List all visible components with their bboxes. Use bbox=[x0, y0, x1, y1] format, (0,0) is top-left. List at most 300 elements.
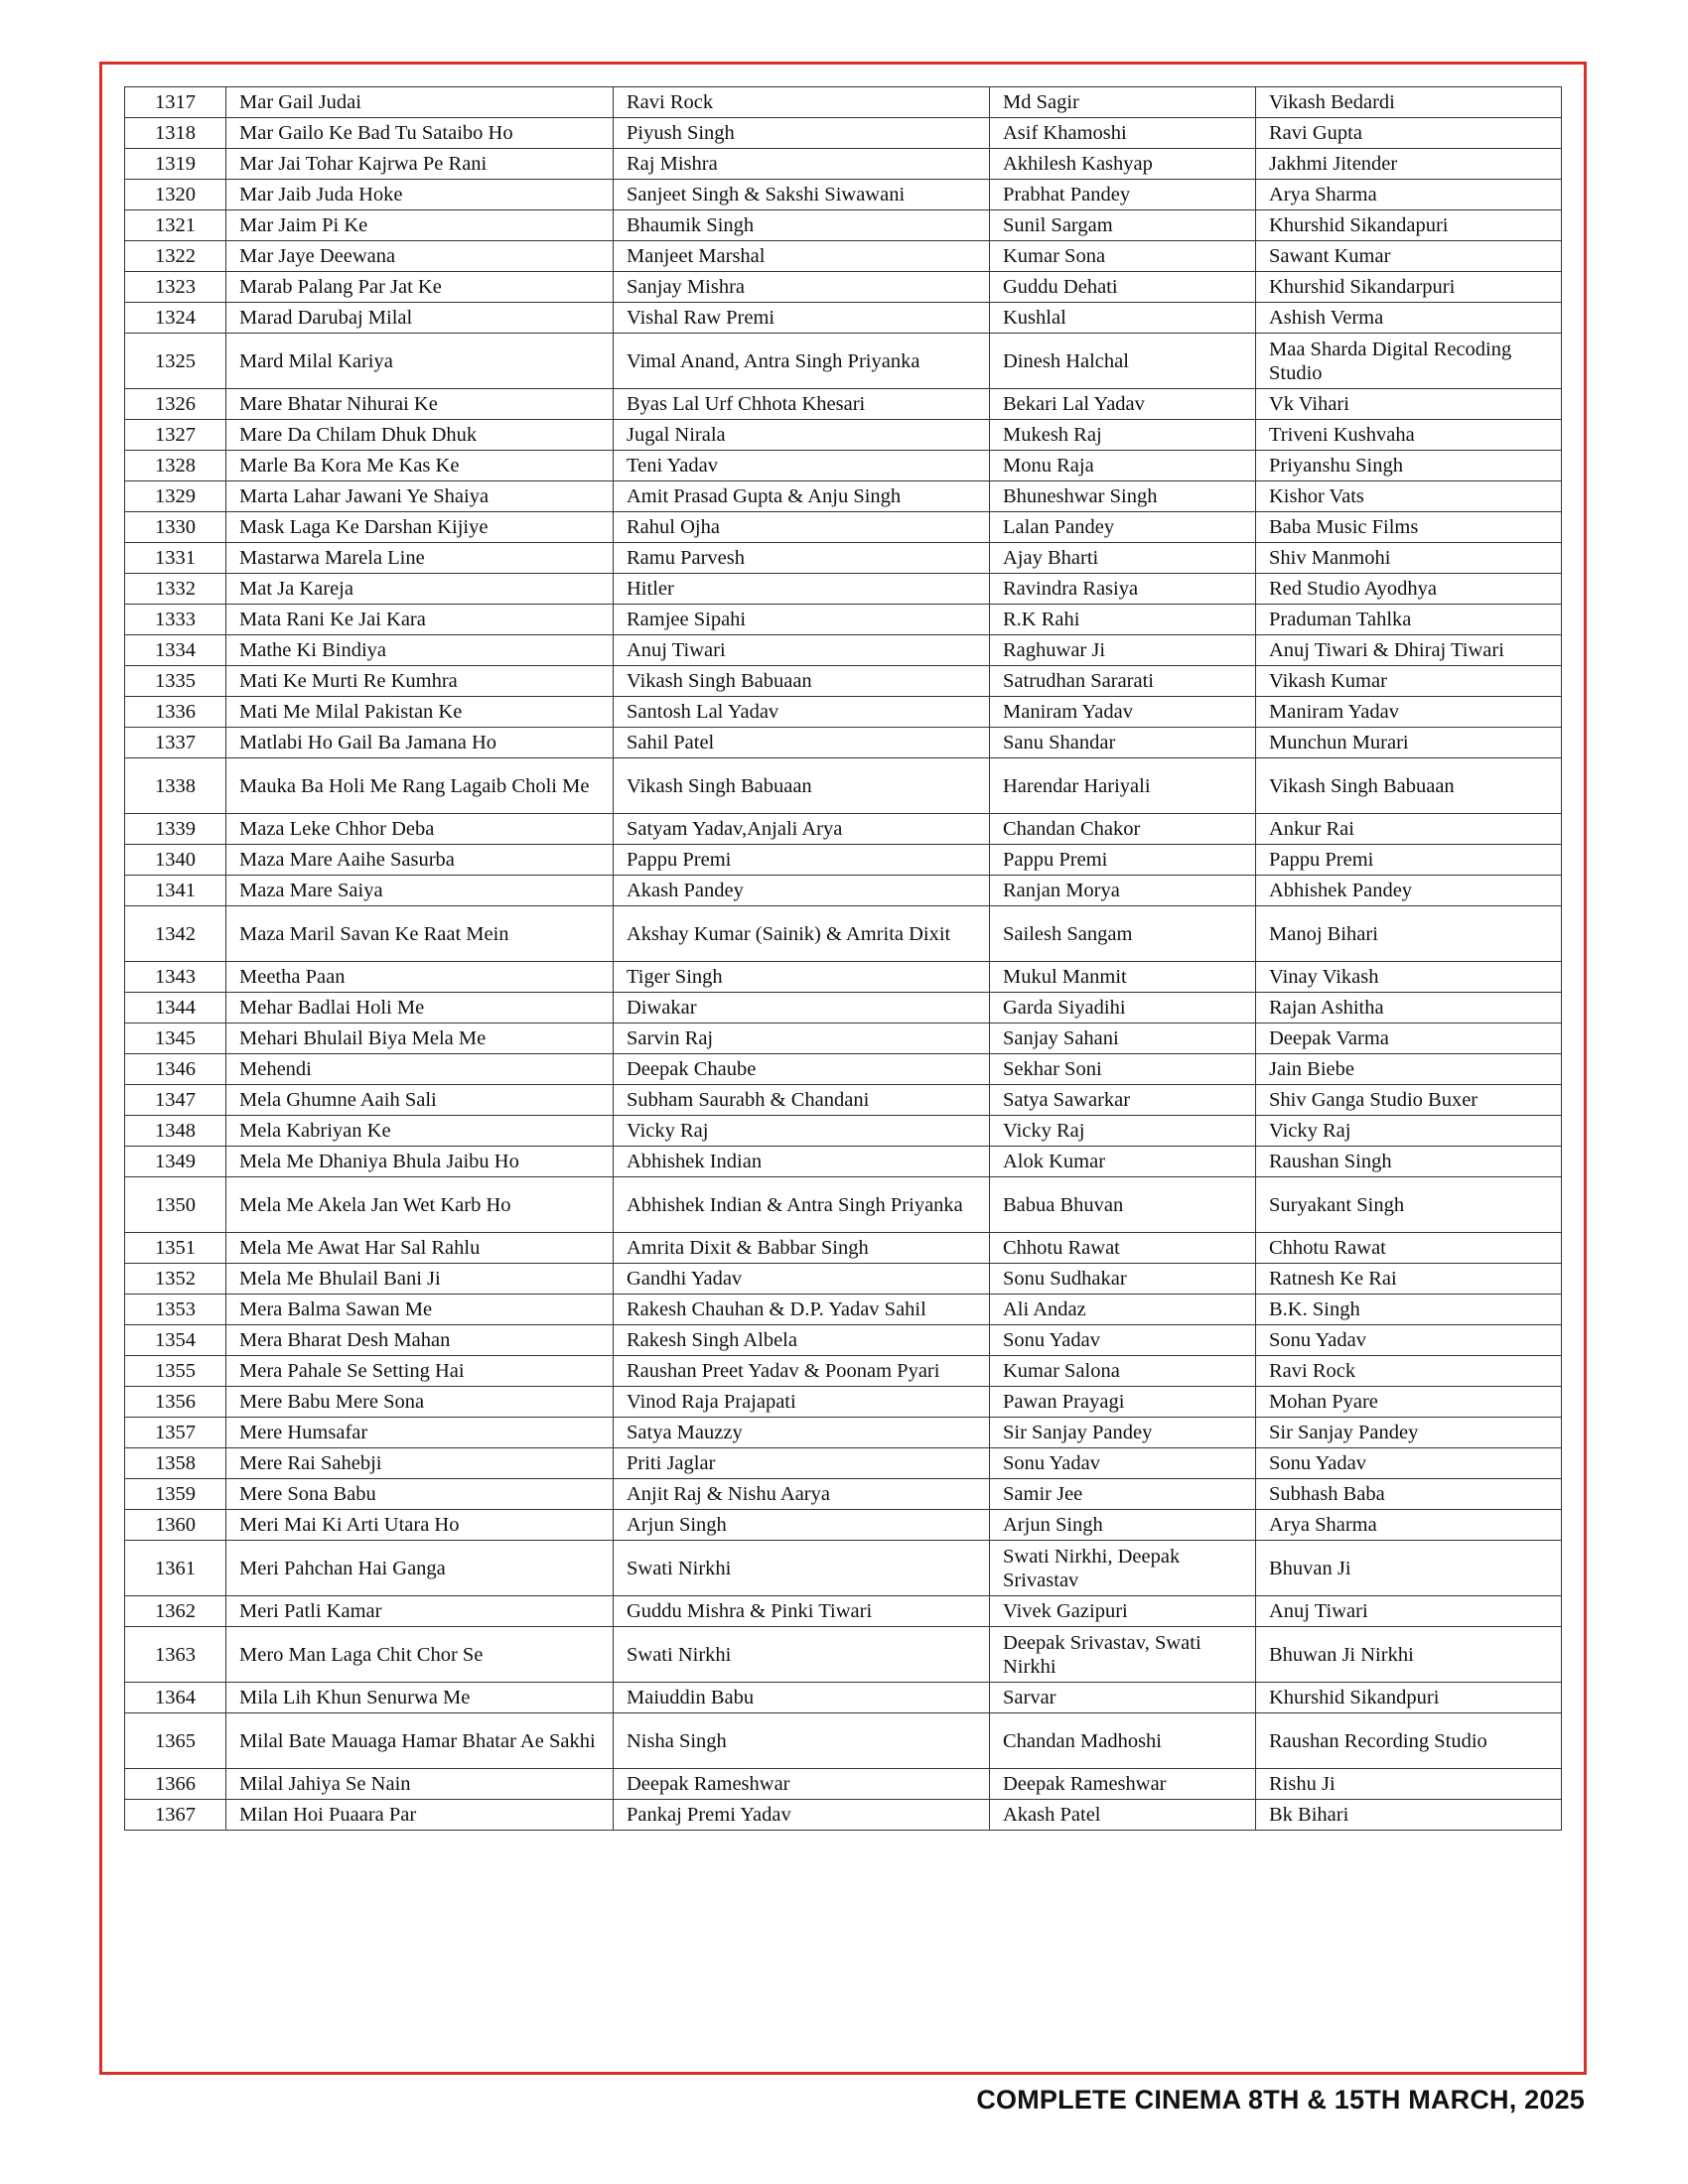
song-title-cell: Marad Darubaj Milal bbox=[226, 303, 614, 334]
table-row bbox=[125, 906, 1562, 962]
lyricist-cell: Ravindra Rasiya bbox=[990, 574, 1256, 605]
table-row bbox=[125, 1418, 1562, 1448]
lyricist-cell: Satrudhan Sararati bbox=[990, 666, 1256, 697]
serial-number-cell: 1340 bbox=[125, 845, 226, 876]
table-row bbox=[125, 1683, 1562, 1713]
singer-cell: Amit Prasad Gupta & Anju Singh bbox=[614, 481, 990, 512]
song-title-cell: Mar Gailo Ke Bad Tu Sataibo Ho bbox=[226, 118, 614, 149]
singer-cell: Akash Pandey bbox=[614, 876, 990, 906]
singer-cell: Sanjeet Singh & Sakshi Siwawani bbox=[614, 180, 990, 210]
music-cell: Vicky Raj bbox=[1256, 1116, 1562, 1147]
serial-number-cell: 1360 bbox=[125, 1510, 226, 1541]
music-cell: Vinay Vikash bbox=[1256, 962, 1562, 993]
music-cell: Ankur Rai bbox=[1256, 814, 1562, 845]
song-title-cell: Mela Me Akela Jan Wet Karb Ho bbox=[226, 1177, 614, 1233]
song-title-cell: Mar Jaim Pi Ke bbox=[226, 210, 614, 241]
table-row bbox=[125, 574, 1562, 605]
song-title-cell: Mero Man Laga Chit Chor Se bbox=[226, 1627, 614, 1683]
music-cell: Munchun Murari bbox=[1256, 728, 1562, 758]
serial-number-cell: 1357 bbox=[125, 1418, 226, 1448]
table-row bbox=[125, 149, 1562, 180]
singer-cell: Vicky Raj bbox=[614, 1116, 990, 1147]
table-row bbox=[125, 993, 1562, 1024]
lyricist-cell: Maniram Yadav bbox=[990, 697, 1256, 728]
music-cell: Suryakant Singh bbox=[1256, 1177, 1562, 1233]
song-title-cell: Marab Palang Par Jat Ke bbox=[226, 272, 614, 303]
song-title-cell: Meri Pahchan Hai Ganga bbox=[226, 1541, 614, 1596]
singer-cell: Satyam Yadav,Anjali Arya bbox=[614, 814, 990, 845]
singer-cell: Swati Nirkhi bbox=[614, 1627, 990, 1683]
song-title-cell: Mati Ke Murti Re Kumhra bbox=[226, 666, 614, 697]
table-row bbox=[125, 389, 1562, 420]
song-title-cell: Mila Lih Khun Senurwa Me bbox=[226, 1683, 614, 1713]
lyricist-cell: Dinesh Halchal bbox=[990, 334, 1256, 389]
song-title-cell: Mata Rani Ke Jai Kara bbox=[226, 605, 614, 635]
song-title-cell: Mere Rai Sahebji bbox=[226, 1448, 614, 1479]
lyricist-cell: Sunil Sargam bbox=[990, 210, 1256, 241]
table-row bbox=[125, 1147, 1562, 1177]
singer-cell: Sarvin Raj bbox=[614, 1024, 990, 1054]
music-cell: Raushan Singh bbox=[1256, 1147, 1562, 1177]
music-cell: Arya Sharma bbox=[1256, 180, 1562, 210]
serial-number-cell: 1323 bbox=[125, 272, 226, 303]
table-row bbox=[125, 1627, 1562, 1683]
singer-cell: Ramu Parvesh bbox=[614, 543, 990, 574]
lyricist-cell: Mukesh Raj bbox=[990, 420, 1256, 451]
lyricist-cell: Mukul Manmit bbox=[990, 962, 1256, 993]
lyricist-cell: Kumar Salona bbox=[990, 1356, 1256, 1387]
table-row bbox=[125, 1233, 1562, 1264]
lyricist-cell: Prabhat Pandey bbox=[990, 180, 1256, 210]
song-title-cell: Meri Mai Ki Arti Utara Ho bbox=[226, 1510, 614, 1541]
lyricist-cell: Sonu Yadav bbox=[990, 1325, 1256, 1356]
table-row bbox=[125, 420, 1562, 451]
serial-number-cell: 1337 bbox=[125, 728, 226, 758]
serial-number-cell: 1322 bbox=[125, 241, 226, 272]
song-title-cell: Mati Me Milal Pakistan Ke bbox=[226, 697, 614, 728]
lyricist-cell: Swati Nirkhi, Deepak Srivastav bbox=[990, 1541, 1256, 1596]
singer-cell: Pankaj Premi Yadav bbox=[614, 1800, 990, 1831]
lyricist-cell: Sanjay Sahani bbox=[990, 1024, 1256, 1054]
serial-number-cell: 1351 bbox=[125, 1233, 226, 1264]
table-row bbox=[125, 635, 1562, 666]
serial-number-cell: 1350 bbox=[125, 1177, 226, 1233]
serial-number-cell: 1347 bbox=[125, 1085, 226, 1116]
singer-cell: Abhishek Indian bbox=[614, 1147, 990, 1177]
lyricist-cell: Deepak Srivastav, Swati Nirkhi bbox=[990, 1627, 1256, 1683]
lyricist-cell: Sanu Shandar bbox=[990, 728, 1256, 758]
serial-number-cell: 1356 bbox=[125, 1387, 226, 1418]
music-cell: Vk Vihari bbox=[1256, 389, 1562, 420]
table-row bbox=[125, 180, 1562, 210]
singer-cell: Gandhi Yadav bbox=[614, 1264, 990, 1295]
serial-number-cell: 1318 bbox=[125, 118, 226, 149]
song-title-cell: Mela Me Awat Har Sal Rahlu bbox=[226, 1233, 614, 1264]
music-cell: Manoj Bihari bbox=[1256, 906, 1562, 962]
table-row bbox=[125, 512, 1562, 543]
singer-cell: Vimal Anand, Antra Singh Priyanka bbox=[614, 334, 990, 389]
lyricist-cell: Ali Andaz bbox=[990, 1295, 1256, 1325]
singer-cell: Guddu Mishra & Pinki Tiwari bbox=[614, 1596, 990, 1627]
lyricist-cell: Sarvar bbox=[990, 1683, 1256, 1713]
serial-number-cell: 1365 bbox=[125, 1713, 226, 1769]
song-title-cell: Milal Jahiya Se Nain bbox=[226, 1769, 614, 1800]
singer-cell: Vikash Singh Babuaan bbox=[614, 758, 990, 814]
singer-cell: Satya Mauzzy bbox=[614, 1418, 990, 1448]
serial-number-cell: 1332 bbox=[125, 574, 226, 605]
lyricist-cell: Chhotu Rawat bbox=[990, 1233, 1256, 1264]
lyricist-cell: Babua Bhuvan bbox=[990, 1177, 1256, 1233]
serial-number-cell: 1330 bbox=[125, 512, 226, 543]
music-cell: Sonu Yadav bbox=[1256, 1448, 1562, 1479]
song-title-cell: Mar Jai Tohar Kajrwa Pe Rani bbox=[226, 149, 614, 180]
lyricist-cell: Sekhar Soni bbox=[990, 1054, 1256, 1085]
serial-number-cell: 1321 bbox=[125, 210, 226, 241]
serial-number-cell: 1342 bbox=[125, 906, 226, 962]
lyricist-cell: Sonu Yadav bbox=[990, 1448, 1256, 1479]
lyricist-cell: Md Sagir bbox=[990, 87, 1256, 118]
table-row bbox=[125, 1387, 1562, 1418]
serial-number-cell: 1335 bbox=[125, 666, 226, 697]
singer-cell: Deepak Chaube bbox=[614, 1054, 990, 1085]
serial-number-cell: 1344 bbox=[125, 993, 226, 1024]
song-title-cell: Meetha Paan bbox=[226, 962, 614, 993]
music-cell: Shiv Manmohi bbox=[1256, 543, 1562, 574]
table-row bbox=[125, 1264, 1562, 1295]
music-cell: Maniram Yadav bbox=[1256, 697, 1562, 728]
serial-number-cell: 1353 bbox=[125, 1295, 226, 1325]
music-cell: Arya Sharma bbox=[1256, 1510, 1562, 1541]
music-cell: Red Studio Ayodhya bbox=[1256, 574, 1562, 605]
serial-number-cell: 1362 bbox=[125, 1596, 226, 1627]
lyricist-cell: Akhilesh Kashyap bbox=[990, 149, 1256, 180]
music-cell: Bk Bihari bbox=[1256, 1800, 1562, 1831]
songs-table bbox=[124, 86, 1562, 1831]
singer-cell: Piyush Singh bbox=[614, 118, 990, 149]
music-cell: Sir Sanjay Pandey bbox=[1256, 1418, 1562, 1448]
song-title-cell: Mere Sona Babu bbox=[226, 1479, 614, 1510]
lyricist-cell: Lalan Pandey bbox=[990, 512, 1256, 543]
music-cell: Kishor Vats bbox=[1256, 481, 1562, 512]
serial-number-cell: 1317 bbox=[125, 87, 226, 118]
music-cell: Praduman Tahlka bbox=[1256, 605, 1562, 635]
singer-cell: Maiuddin Babu bbox=[614, 1683, 990, 1713]
lyricist-cell: Satya Sawarkar bbox=[990, 1085, 1256, 1116]
singer-cell: Raushan Preet Yadav & Poonam Pyari bbox=[614, 1356, 990, 1387]
song-title-cell: Mar Gail Judai bbox=[226, 87, 614, 118]
music-cell: Mohan Pyare bbox=[1256, 1387, 1562, 1418]
table-row bbox=[125, 1325, 1562, 1356]
table-row bbox=[125, 1479, 1562, 1510]
serial-number-cell: 1329 bbox=[125, 481, 226, 512]
song-title-cell: Mehar Badlai Holi Me bbox=[226, 993, 614, 1024]
singer-cell: Diwakar bbox=[614, 993, 990, 1024]
music-cell: Baba Music Films bbox=[1256, 512, 1562, 543]
lyricist-cell: Chandan Chakor bbox=[990, 814, 1256, 845]
lyricist-cell: Sailesh Sangam bbox=[990, 906, 1256, 962]
table-row bbox=[125, 1356, 1562, 1387]
music-cell: Pappu Premi bbox=[1256, 845, 1562, 876]
singer-cell: Jugal Nirala bbox=[614, 420, 990, 451]
table-row bbox=[125, 876, 1562, 906]
table-row bbox=[125, 1054, 1562, 1085]
lyricist-cell: Sir Sanjay Pandey bbox=[990, 1418, 1256, 1448]
serial-number-cell: 1338 bbox=[125, 758, 226, 814]
music-cell: Maa Sharda Digital Recoding Studio bbox=[1256, 334, 1562, 389]
lyricist-cell: Pappu Premi bbox=[990, 845, 1256, 876]
lyricist-cell: Deepak Rameshwar bbox=[990, 1769, 1256, 1800]
music-cell: Vikash Kumar bbox=[1256, 666, 1562, 697]
song-title-cell: Mela Kabriyan Ke bbox=[226, 1116, 614, 1147]
singer-cell: Rakesh Chauhan & D.P. Yadav Sahil bbox=[614, 1295, 990, 1325]
table-row bbox=[125, 1713, 1562, 1769]
table-row bbox=[125, 303, 1562, 334]
lyricist-cell: Bhuneshwar Singh bbox=[990, 481, 1256, 512]
table-row bbox=[125, 210, 1562, 241]
singer-cell: Pappu Premi bbox=[614, 845, 990, 876]
table-row bbox=[125, 728, 1562, 758]
music-cell: Khurshid Sikandpuri bbox=[1256, 1683, 1562, 1713]
serial-number-cell: 1333 bbox=[125, 605, 226, 635]
table-row bbox=[125, 272, 1562, 303]
serial-number-cell: 1364 bbox=[125, 1683, 226, 1713]
song-title-cell: Mera Pahale Se Setting Hai bbox=[226, 1356, 614, 1387]
singer-cell: Akshay Kumar (Sainik) & Amrita Dixit bbox=[614, 906, 990, 962]
lyricist-cell: Kushlal bbox=[990, 303, 1256, 334]
singer-cell: Vinod Raja Prajapati bbox=[614, 1387, 990, 1418]
serial-number-cell: 1359 bbox=[125, 1479, 226, 1510]
serial-number-cell: 1349 bbox=[125, 1147, 226, 1177]
lyricist-cell: Monu Raja bbox=[990, 451, 1256, 481]
table-row bbox=[125, 1177, 1562, 1233]
table-row bbox=[125, 241, 1562, 272]
song-title-cell: Mela Me Dhaniya Bhula Jaibu Ho bbox=[226, 1147, 614, 1177]
music-cell: Sawant Kumar bbox=[1256, 241, 1562, 272]
music-cell: Jakhmi Jitender bbox=[1256, 149, 1562, 180]
singer-cell: Vikash Singh Babuaan bbox=[614, 666, 990, 697]
singer-cell: Hitler bbox=[614, 574, 990, 605]
singer-cell: Sanjay Mishra bbox=[614, 272, 990, 303]
serial-number-cell: 1367 bbox=[125, 1800, 226, 1831]
music-cell: Bhuwan Ji Nirkhi bbox=[1256, 1627, 1562, 1683]
table-row bbox=[125, 1541, 1562, 1596]
music-cell: Abhishek Pandey bbox=[1256, 876, 1562, 906]
singer-cell: Santosh Lal Yadav bbox=[614, 697, 990, 728]
lyricist-cell: Kumar Sona bbox=[990, 241, 1256, 272]
lyricist-cell: Arjun Singh bbox=[990, 1510, 1256, 1541]
song-title-cell: Mathe Ki Bindiya bbox=[226, 635, 614, 666]
song-title-cell: Mask Laga Ke Darshan Kijiye bbox=[226, 512, 614, 543]
song-title-cell: Mera Balma Sawan Me bbox=[226, 1295, 614, 1325]
music-cell: Sonu Yadav bbox=[1256, 1325, 1562, 1356]
table-row bbox=[125, 1116, 1562, 1147]
singer-cell: Ravi Rock bbox=[614, 87, 990, 118]
music-cell: Khurshid Sikandarpuri bbox=[1256, 272, 1562, 303]
table-row bbox=[125, 1448, 1562, 1479]
serial-number-cell: 1354 bbox=[125, 1325, 226, 1356]
song-title-cell: Mare Da Chilam Dhuk Dhuk bbox=[226, 420, 614, 451]
song-title-cell: Mare Bhatar Nihurai Ke bbox=[226, 389, 614, 420]
music-cell: Rishu Ji bbox=[1256, 1769, 1562, 1800]
footer-publication: COMPLETE CINEMA 8TH & 15TH MARCH, 2025 bbox=[976, 2085, 1585, 2115]
lyricist-cell: Chandan Madhoshi bbox=[990, 1713, 1256, 1769]
table-row bbox=[125, 118, 1562, 149]
songs-table-body bbox=[125, 87, 1562, 1831]
serial-number-cell: 1339 bbox=[125, 814, 226, 845]
table-row bbox=[125, 1800, 1562, 1831]
song-title-cell: Mera Bharat Desh Mahan bbox=[226, 1325, 614, 1356]
song-title-cell: Mar Jaye Deewana bbox=[226, 241, 614, 272]
singer-cell: Swati Nirkhi bbox=[614, 1541, 990, 1596]
singer-cell: Subham Saurabh & Chandani bbox=[614, 1085, 990, 1116]
music-cell: B.K. Singh bbox=[1256, 1295, 1562, 1325]
singer-cell: Arjun Singh bbox=[614, 1510, 990, 1541]
lyricist-cell: Vivek Gazipuri bbox=[990, 1596, 1256, 1627]
serial-number-cell: 1346 bbox=[125, 1054, 226, 1085]
music-cell: Shiv Ganga Studio Buxer bbox=[1256, 1085, 1562, 1116]
music-cell: Bhuvan Ji bbox=[1256, 1541, 1562, 1596]
lyricist-cell: Bekari Lal Yadav bbox=[990, 389, 1256, 420]
serial-number-cell: 1366 bbox=[125, 1769, 226, 1800]
song-title-cell: Mar Jaib Juda Hoke bbox=[226, 180, 614, 210]
lyricist-cell: Sonu Sudhakar bbox=[990, 1264, 1256, 1295]
lyricist-cell: Pawan Prayagi bbox=[990, 1387, 1256, 1418]
song-title-cell: Milal Bate Mauaga Hamar Bhatar Ae Sakhi bbox=[226, 1713, 614, 1769]
serial-number-cell: 1326 bbox=[125, 389, 226, 420]
table-row bbox=[125, 1024, 1562, 1054]
lyricist-cell: Raghuwar Ji bbox=[990, 635, 1256, 666]
music-cell: Ravi Rock bbox=[1256, 1356, 1562, 1387]
serial-number-cell: 1327 bbox=[125, 420, 226, 451]
serial-number-cell: 1345 bbox=[125, 1024, 226, 1054]
music-cell: Priyanshu Singh bbox=[1256, 451, 1562, 481]
table-row bbox=[125, 1769, 1562, 1800]
singer-cell: Tiger Singh bbox=[614, 962, 990, 993]
table-row bbox=[125, 962, 1562, 993]
serial-number-cell: 1348 bbox=[125, 1116, 226, 1147]
music-cell: Rajan Ashitha bbox=[1256, 993, 1562, 1024]
lyricist-cell: Harendar Hariyali bbox=[990, 758, 1256, 814]
serial-number-cell: 1343 bbox=[125, 962, 226, 993]
music-cell: Jain Biebe bbox=[1256, 1054, 1562, 1085]
song-title-cell: Mauka Ba Holi Me Rang Lagaib Choli Me bbox=[226, 758, 614, 814]
serial-number-cell: 1324 bbox=[125, 303, 226, 334]
song-title-cell: Matlabi Ho Gail Ba Jamana Ho bbox=[226, 728, 614, 758]
music-cell: Vikash Bedardi bbox=[1256, 87, 1562, 118]
serial-number-cell: 1363 bbox=[125, 1627, 226, 1683]
table-row bbox=[125, 697, 1562, 728]
serial-number-cell: 1334 bbox=[125, 635, 226, 666]
singer-cell: Teni Yadav bbox=[614, 451, 990, 481]
lyricist-cell: Asif Khamoshi bbox=[990, 118, 1256, 149]
song-title-cell: Mehendi bbox=[226, 1054, 614, 1085]
singer-cell: Priti Jaglar bbox=[614, 1448, 990, 1479]
singer-cell: Rakesh Singh Albela bbox=[614, 1325, 990, 1356]
lyricist-cell: Samir Jee bbox=[990, 1479, 1256, 1510]
music-cell: Ashish Verma bbox=[1256, 303, 1562, 334]
serial-number-cell: 1355 bbox=[125, 1356, 226, 1387]
song-title-cell: Mard Milal Kariya bbox=[226, 334, 614, 389]
table-row bbox=[125, 1085, 1562, 1116]
singer-cell: Sahil Patel bbox=[614, 728, 990, 758]
serial-number-cell: 1325 bbox=[125, 334, 226, 389]
lyricist-cell: Ajay Bharti bbox=[990, 543, 1256, 574]
song-title-cell: Maza Maril Savan Ke Raat Mein bbox=[226, 906, 614, 962]
singer-cell: Amrita Dixit & Babbar Singh bbox=[614, 1233, 990, 1264]
singer-cell: Vishal Raw Premi bbox=[614, 303, 990, 334]
song-title-cell: Mela Ghumne Aaih Sali bbox=[226, 1085, 614, 1116]
singer-cell: Deepak Rameshwar bbox=[614, 1769, 990, 1800]
singer-cell: Bhaumik Singh bbox=[614, 210, 990, 241]
table-row bbox=[125, 334, 1562, 389]
table-row bbox=[125, 845, 1562, 876]
singer-cell: Ramjee Sipahi bbox=[614, 605, 990, 635]
song-title-cell: Maza Leke Chhor Deba bbox=[226, 814, 614, 845]
song-title-cell: Mere Humsafar bbox=[226, 1418, 614, 1448]
singer-cell: Rahul Ojha bbox=[614, 512, 990, 543]
table-row bbox=[125, 666, 1562, 697]
song-title-cell: Meri Patli Kamar bbox=[226, 1596, 614, 1627]
serial-number-cell: 1341 bbox=[125, 876, 226, 906]
music-cell: Khurshid Sikandapuri bbox=[1256, 210, 1562, 241]
lyricist-cell: Vicky Raj bbox=[990, 1116, 1256, 1147]
table-row bbox=[125, 481, 1562, 512]
song-title-cell: Milan Hoi Puaara Par bbox=[226, 1800, 614, 1831]
song-title-cell: Mere Babu Mere Sona bbox=[226, 1387, 614, 1418]
music-cell: Anuj Tiwari & Dhiraj Tiwari bbox=[1256, 635, 1562, 666]
lyricist-cell: Ranjan Morya bbox=[990, 876, 1256, 906]
serial-number-cell: 1352 bbox=[125, 1264, 226, 1295]
lyricist-cell: Guddu Dehati bbox=[990, 272, 1256, 303]
lyricist-cell: Alok Kumar bbox=[990, 1147, 1256, 1177]
serial-number-cell: 1331 bbox=[125, 543, 226, 574]
table-row bbox=[125, 1295, 1562, 1325]
table-row bbox=[125, 87, 1562, 118]
singer-cell: Byas Lal Urf Chhota Khesari bbox=[614, 389, 990, 420]
song-title-cell: Marta Lahar Jawani Ye Shaiya bbox=[226, 481, 614, 512]
singer-cell: Nisha Singh bbox=[614, 1713, 990, 1769]
singer-cell: Abhishek Indian & Antra Singh Priyanka bbox=[614, 1177, 990, 1233]
music-cell: Subhash Baba bbox=[1256, 1479, 1562, 1510]
music-cell: Ratnesh Ke Rai bbox=[1256, 1264, 1562, 1295]
song-title-cell: Mat Ja Kareja bbox=[226, 574, 614, 605]
serial-number-cell: 1328 bbox=[125, 451, 226, 481]
music-cell: Vikash Singh Babuaan bbox=[1256, 758, 1562, 814]
music-cell: Ravi Gupta bbox=[1256, 118, 1562, 149]
music-cell: Anuj Tiwari bbox=[1256, 1596, 1562, 1627]
lyricist-cell: Garda Siyadihi bbox=[990, 993, 1256, 1024]
singer-cell: Anjit Raj & Nishu Aarya bbox=[614, 1479, 990, 1510]
song-title-cell: Marle Ba Kora Me Kas Ke bbox=[226, 451, 614, 481]
serial-number-cell: 1336 bbox=[125, 697, 226, 728]
serial-number-cell: 1319 bbox=[125, 149, 226, 180]
song-title-cell: Maza Mare Saiya bbox=[226, 876, 614, 906]
table-row bbox=[125, 1596, 1562, 1627]
serial-number-cell: 1361 bbox=[125, 1541, 226, 1596]
singer-cell: Raj Mishra bbox=[614, 149, 990, 180]
table-row bbox=[125, 451, 1562, 481]
singer-cell: Manjeet Marshal bbox=[614, 241, 990, 272]
table-row bbox=[125, 605, 1562, 635]
music-cell: Raushan Recording Studio bbox=[1256, 1713, 1562, 1769]
song-title-cell: Mela Me Bhulail Bani Ji bbox=[226, 1264, 614, 1295]
music-cell: Deepak Varma bbox=[1256, 1024, 1562, 1054]
music-cell: Triveni Kushvaha bbox=[1256, 420, 1562, 451]
serial-number-cell: 1320 bbox=[125, 180, 226, 210]
song-title-cell: Maza Mare Aaihe Sasurba bbox=[226, 845, 614, 876]
lyricist-cell: Akash Patel bbox=[990, 1800, 1256, 1831]
table-row bbox=[125, 543, 1562, 574]
